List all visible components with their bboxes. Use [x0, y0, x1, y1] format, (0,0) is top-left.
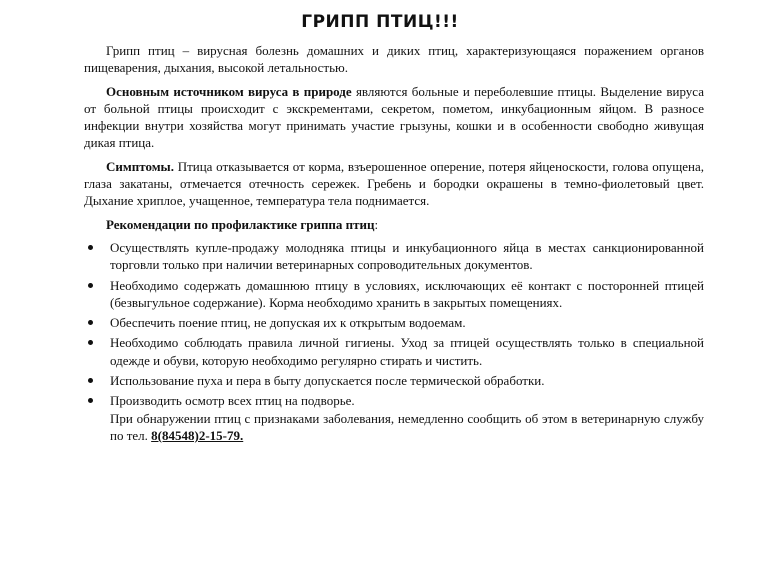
symptoms-text: Птица отказывается от корма, взъерошенное оперение, потеря яйценоскости, голова опущена, глаза закатаны, отмечается отечность сережек. Гребень и бородки окрашены в темно-фиолетовый цвет. Дыхание хриплое, учащенное, температура тела поднимается.: [84, 158, 704, 209]
bullet-icon: [88, 320, 93, 325]
bullet-icon: [88, 340, 93, 345]
list-item: [84, 277, 704, 312]
list-item-text: Обеспечить поение птиц, не допуская их к открытым водоемам.: [110, 315, 466, 331]
symptoms-paragraph: [84, 158, 704, 210]
recommendations-heading-suffix: :: [374, 216, 379, 232]
closing-text: При обнаружении птиц с признаками заболевания, немедленно сообщить об этом в ветеринарную службу по тел.: [110, 410, 704, 443]
recommendations-heading: Рекомендации по профилактике гриппа птиц: [106, 216, 375, 232]
recommendations-heading-line: [84, 216, 704, 233]
source-paragraph: [84, 83, 704, 152]
source-text: являются больные и переболевшие птицы. Выделение вируса от больной птицы происходит с экскрементами, секретом, пометом, инкубационным яйцом. В разносе инфекции внутри хозяйства могут принимать участие грызуны, кошки и в особенности свободно живущая дикая птица.: [84, 83, 704, 151]
phone-number: 8(84548)2-15-79.: [151, 427, 244, 443]
document-body: [84, 42, 704, 447]
intro-paragraph: Грипп птиц – вирусная болезнь домашних и диких птиц, характеризующаяся поражением органов пищеварения, дыхания, высокой летальностью.: [84, 43, 704, 76]
symptoms-heading: Симптомы.: [106, 158, 174, 174]
list-item: [84, 239, 704, 274]
list-item-text: Использование пуха и пера в быту допускается после термической обработки.: [110, 373, 545, 389]
list-item-text: Производить осмотр всех птиц на подворье.: [110, 393, 355, 409]
recommendations-list: [84, 239, 704, 444]
bullet-icon: [88, 245, 93, 250]
list-item-text: Осуществлять купле-продажу молодняка птицы и инкубационного яйца в местах санкционированной торговли только при наличии ветеринарных сопроводительных документов.: [110, 239, 704, 273]
bullet-icon: [88, 283, 93, 288]
list-item: [84, 392, 704, 444]
list-item: [84, 372, 704, 389]
source-heading: Основным источником вируса в природе: [106, 83, 352, 99]
page-title: ГРИПП ПТИЦ!!!: [301, 12, 459, 32]
list-item-text: Необходимо соблюдать правила личной гигиены. Уход за птицей осуществлять только в специальной одежде и обуви, которую необходимо регулярно стирать и чистить.: [110, 335, 704, 368]
list-item: [84, 314, 704, 331]
closing-note: [110, 410, 704, 445]
list-item-text: Необходимо содержать домашнюю птицу в условиях, исключающих её контакт с посторонней птицей (безвыгульное содержание). Корма необходимо хранить в закрытых помещениях.: [110, 277, 704, 310]
list-item: [84, 334, 704, 369]
bullet-icon: [88, 378, 93, 383]
bullet-icon: [88, 398, 93, 403]
